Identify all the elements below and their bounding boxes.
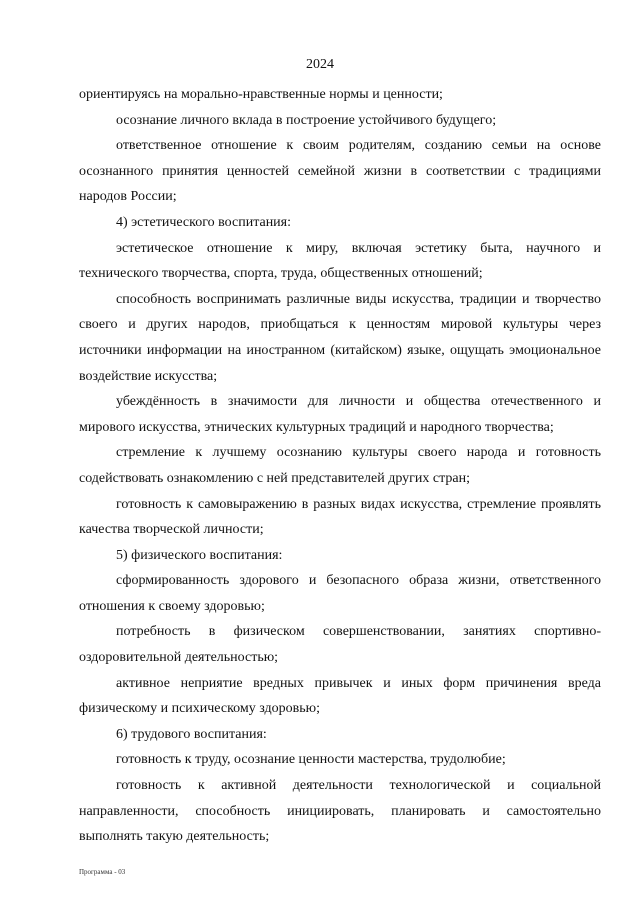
- section-heading: 6) трудового воспитания:: [116, 726, 267, 742]
- paragraph: эстетическое отношение к миру, включая эстетику быта, научного и технического творчества, спорта, труда, общественных отношений;: [79, 240, 601, 282]
- footer-label: Программа - 03: [79, 868, 126, 876]
- paragraph: потребность в физическом совершенствовании, занятиях спортивно-оздоровительной деятельностью;: [79, 624, 601, 666]
- section-heading: 5) физического воспитания:: [116, 547, 283, 563]
- page-number: 2024: [306, 57, 334, 72]
- paragraph: способность воспринимать различные виды искусства, традиции и творчество своего и других народов, приобщаться к ценностям мировой культуры через источники информации на иностранном (китайском) языке, ощущать эмоциональное воздействие искусства;: [79, 291, 601, 384]
- paragraph: осознание личного вклада в построение устойчивого будущего;: [116, 112, 497, 128]
- paragraph: готовность к самовыражению в разных видах искусства, стремление проявлять качества творческой личности;: [79, 496, 601, 538]
- section-heading: 4) эстетического воспитания:: [116, 214, 292, 230]
- paragraph: ответственное отношение к своим родителям, созданию семьи на основе осознанного принятия ценностей семейной жизни в соответствии с традициями народов России;: [79, 138, 601, 205]
- paragraph: готовность к активной деятельности технологической и социальной направленности, способность инициировать, планировать и самостоятельно выполнять такую деятельность;: [79, 778, 601, 845]
- paragraph: стремление к лучшему осознанию культуры своего народа и готовность содействовать ознакомлению с ней представителей других стран;: [79, 445, 601, 486]
- paragraph: сформированность здорового и безопасного образа жизни, ответственного отношения к своему здоровью;: [79, 573, 601, 614]
- paragraph: активное неприятие вредных привычек и иных форм причинения вреда физическому и психическому здоровью;: [79, 675, 601, 717]
- paragraph: готовность к труду, осознание ценности мастерства, трудолюбие;: [116, 752, 506, 768]
- paragraph: убеждённость в значимости для личности и общества отечественного и мирового искусства, этнических культурных традиций и народного творчества;: [79, 394, 601, 435]
- document-body: [79, 82, 601, 850]
- paragraph: ориентируясь на морально-нравственные нормы и ценности;: [79, 87, 443, 102]
